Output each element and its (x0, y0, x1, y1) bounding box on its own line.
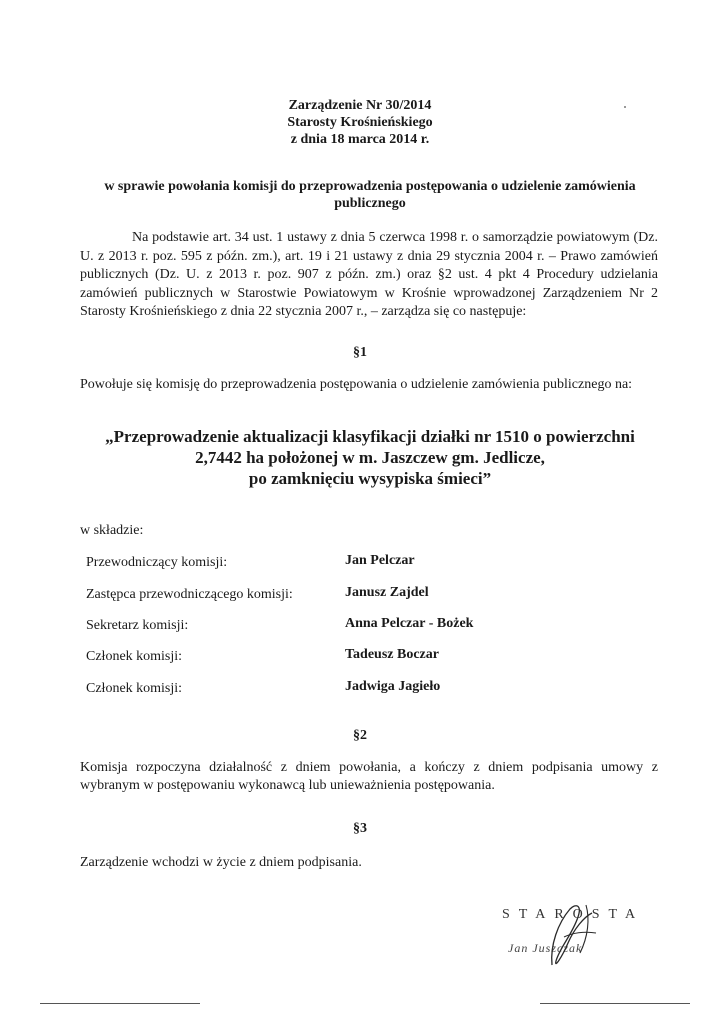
member-name: Janusz Zajdel (345, 585, 429, 600)
section-1-heading: §1 (353, 345, 367, 360)
member-role: Członek komisji: (86, 649, 183, 664)
section-3-text: Zarządzenie wchodzi w życie z dniem podpisania. (80, 855, 362, 870)
member-role: Członek komisji: (86, 681, 183, 696)
stamp-title: STAROSTA (502, 907, 645, 922)
member-name: Tadeusz Boczar (345, 647, 439, 662)
member-row (86, 681, 646, 701)
procurement-title-line-3: po zamknięciu wysypiska śmieci” (248, 469, 492, 488)
member-row (86, 587, 646, 607)
member-row (86, 618, 646, 638)
handwritten-signature (500, 895, 650, 975)
stamp-name: Jan Juszczak (508, 941, 583, 955)
section-2-heading: §2 (353, 728, 367, 743)
member-role: Sekretarz komisji: (86, 618, 189, 633)
member-row (86, 555, 646, 575)
bottom-rule-right (540, 1003, 690, 1004)
section-1-text: Powołuje się komisję do przeprowadzenia postępowania o udzielenie zamówienia publicznego na: (80, 377, 633, 392)
document-subject: w sprawie powołania komisji do przeprowadzenia postępowania o udzielenie zamówienia publicznego (104, 179, 636, 211)
section-2-text: Komisja rozpoczyna działalność z dniem powołania, a kończy z dniem podpisania umowy z wybranym w postępowaniu wykonawcą lub unieważnienia postępowania. (80, 760, 658, 793)
order-number: Zarządzenie Nr 30/2014 (288, 98, 432, 113)
order-date: z dnia 18 marca 2014 r. (290, 132, 430, 147)
procurement-title-line-2: 2,7442 ha położonej w m. Jaszczew gm. Jedlicze, (195, 448, 545, 467)
issuer: Starosty Krośnieńskiego (287, 115, 433, 130)
section-3-heading: §3 (353, 821, 367, 836)
legal-basis-paragraph: Na podstawie art. 34 ust. 1 ustawy z dnia 5 czerwca 1998 r. o samorządzie powiatowym (Dz. U. z 2013 r. poz. 595 z późn. zm.), art. 19 i 21 ustawy z dnia 29 stycznia 2004 r. – Prawo zamówień publicznych (Dz. U. z 2013 r. poz. 907 z późn. zm.) oraz §2 ust. 4 pkt 4 Procedury udzielania zamówień publicznych w Starostwie Powiatowym w Krośnie wprowadzonej Zarządzeniem Nr 2 Starosty Krośnieńskiego z dnia 22 stycznia 2007 r., – zarządza się co następuje: (80, 230, 658, 319)
member-role: Zastępca przewodniczącego komisji: (86, 587, 293, 602)
official-stamp (500, 895, 650, 975)
composition-label: w składzie: (80, 523, 144, 538)
procurement-title-line-1: „Przeprowadzenie aktualizacji klasyfikacji działki nr 1510 o powierzchni (105, 427, 635, 446)
procurement-title (70, 426, 670, 489)
member-name: Jan Pelczar (345, 553, 415, 568)
bottom-rule-left (40, 1003, 200, 1004)
member-row (86, 649, 646, 669)
member-name: Anna Pelczar - Bożek (345, 616, 474, 631)
member-role: Przewodniczący komisji: (86, 555, 228, 570)
document-header (0, 97, 720, 148)
member-name: Jadwiga Jagieło (345, 679, 441, 694)
